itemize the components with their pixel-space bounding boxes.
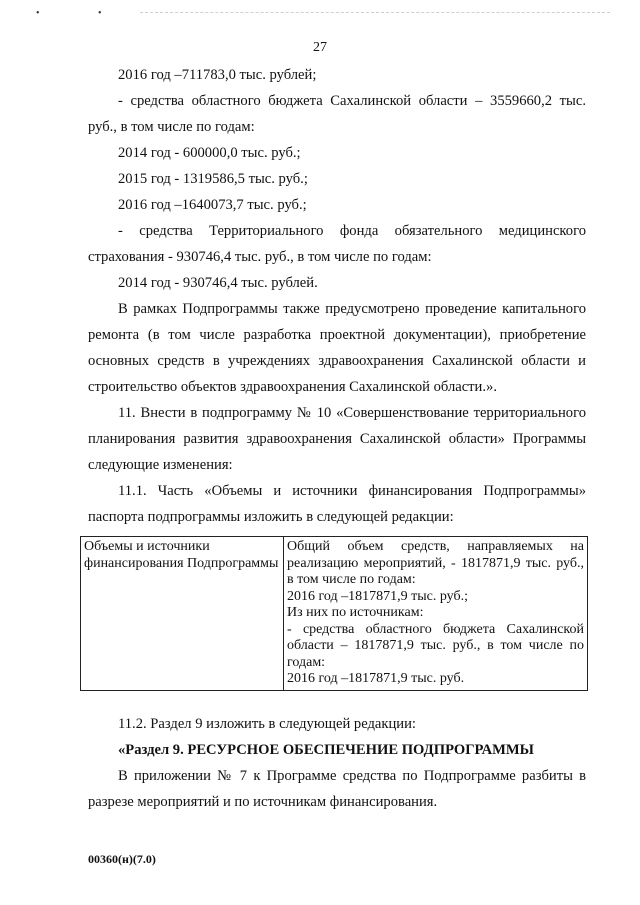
paragraph: 2014 год - 600000,0 тыс. руб.; [118, 145, 301, 161]
financing-table [80, 536, 588, 691]
paragraph: В приложении № 7 к Программе средства по Подпрограмме разбиты в разрезе мероприятий и по источникам финансирования. [88, 767, 586, 810]
page-number: 27 [313, 40, 327, 55]
paragraph: В рамках Подпрограммы также предусмотрено проведение капитального ремонта (в том числе разработка проектной документации), приобретение основных средств в учреждениях здравоохранения Сахалинской области и строительство объектов здравоохранения Сахалинской области.». [88, 301, 586, 395]
table-line: - средства областного бюджета Сахалинской области – 1817871,9 тыс. руб., в том числе по годам: [287, 621, 584, 670]
table-cell-value [284, 537, 588, 691]
paragraph: - средства областного бюджета Сахалинской области – 3559660,2 тыс. руб., в том числе по годам: [88, 93, 586, 135]
table-cell-label: Объемы и источники финансирования Подпрограммы [81, 537, 284, 691]
paragraph: 11.2. Раздел 9 изложить в следующей редакции: [118, 715, 416, 732]
paragraph: 2014 год - 930746,4 тыс. рублей. [118, 275, 318, 291]
paragraph: 2016 год –1640073,7 тыс. руб.; [118, 197, 307, 213]
scan-line [140, 12, 610, 13]
table-line: 2016 год –1817871,9 тыс. руб. [287, 671, 465, 686]
document-code: 00360(н)(7.0) [88, 852, 156, 866]
table-line: Общий объем средств, направляемых на реализацию мероприятий, - 1817871,9 тыс. руб., в том числе по годам: [287, 539, 584, 587]
document-body [84, 62, 586, 815]
paragraph: - средства Территориального фонда обязательного медицинского страхования - 930746,4 тыс. руб., в том числе по годам: [88, 223, 586, 265]
table-line: 2016 год –1817871,9 тыс. руб.; [287, 588, 468, 604]
section-heading: «Раздел 9. РЕСУРСНОЕ ОБЕСПЕЧЕНИЕ ПОДПРОГРАММЫ [118, 741, 535, 758]
table-row [81, 537, 588, 691]
paragraph: 2015 год - 1319586,5 тыс. руб.; [118, 171, 308, 187]
paragraph: 2016 год –711783,0 тыс. рублей; [118, 67, 317, 83]
table-line: Из них по источникам: [287, 605, 424, 620]
scan-marks: • • [36, 8, 130, 19]
paragraph: 11. Внести в подпрограмму № 10 «Совершенствование территориального планирования развития здравоохранения Сахалинской области» Программы следующие изменения: [88, 405, 586, 473]
paragraph: 11.1. Часть «Объемы и источники финансирования Подпрограммы» паспорта подпрограммы изложить в следующей редакции: [88, 483, 586, 525]
